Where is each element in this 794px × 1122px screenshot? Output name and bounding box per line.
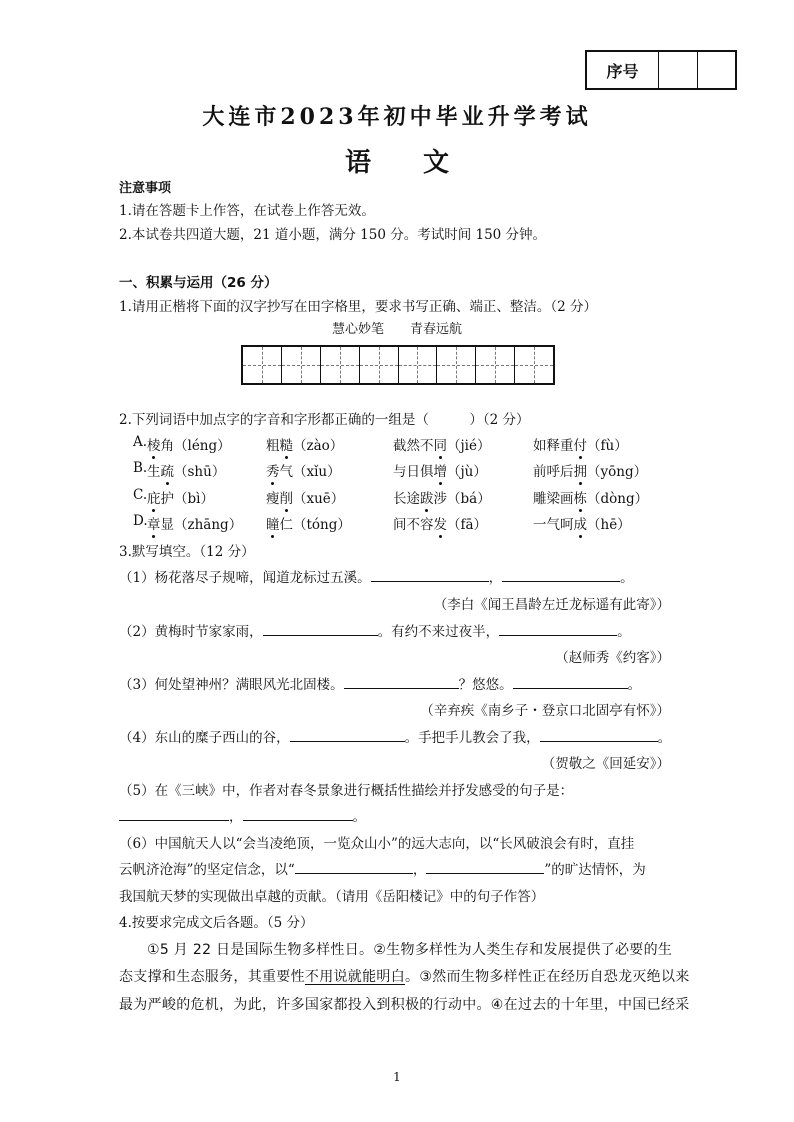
dictation-line: 我国航天梦的实现做出卓越的贡献。（请用《岳阳楼记》中的句子作答） <box>119 889 545 905</box>
source-citation: （赵师秀《约客》） <box>555 650 670 666</box>
option-item: 秀气（xǐu） <box>266 464 341 480</box>
dictation-line: （1）杨花落尽子规啼，闻道龙标过五溪。 ， 。 <box>119 570 634 586</box>
copy-phrase: 慧心妙笔 青春远航 <box>331 322 462 337</box>
answer-blank[interactable] <box>119 808 229 821</box>
source-citation: （贺敬之《回延安》） <box>541 756 670 772</box>
answer-blank[interactable] <box>502 569 620 582</box>
option-item: 截然不同（jié） <box>393 438 491 454</box>
dictation-line: （5）在《三峡》中，作者对春冬景象进行概括性描绘并抒发感受的句子是： <box>119 783 574 799</box>
option-item: 瞳仁（tóng） <box>266 517 351 533</box>
dictation-line: ， 。 <box>119 805 366 825</box>
option-item: 一气呵成（hē） <box>533 517 631 533</box>
option-item: 雕梁画栋（dòng） <box>533 491 649 507</box>
dictation-line: （3）何处望神州？满眼风光北固楼。 ？悠悠。 。 <box>119 677 642 693</box>
answer-blank[interactable] <box>371 569 489 582</box>
passage-line: ①5 月 22 日是国际生物多样性日。②生物多样性为人类生存和发展提供了必要的生 <box>147 942 673 958</box>
source-citation: （辛弃疾《南乡子・登京口北固亭有怀》） <box>420 703 670 719</box>
option-item: 瘦削（xuē） <box>266 491 345 507</box>
underlined-phrase: 不用说就能明白 <box>304 969 406 985</box>
option-item: 棱角（léng） <box>147 438 231 454</box>
answer-blank[interactable] <box>243 808 353 821</box>
grid-cell[interactable] <box>399 347 438 383</box>
grid-cell[interactable] <box>282 347 321 383</box>
grid-cell[interactable] <box>515 347 553 383</box>
subject-title: 语 文 <box>344 148 449 178</box>
option-item: 间不容发（fā） <box>393 517 488 533</box>
option-item: 章显（zhāng） <box>147 517 243 533</box>
grid-cell[interactable] <box>476 347 515 383</box>
option-label: C. <box>133 487 148 503</box>
serial-label: 序号 <box>587 52 659 88</box>
notice-item: 2.本试卷共四道大题，21 道小题，满分 150 分。考试时间 150 分钟。 <box>119 227 547 243</box>
answer-blank[interactable] <box>426 861 544 874</box>
option-item: 长途跋涉（bá） <box>393 491 491 507</box>
grid-cell[interactable] <box>243 347 282 383</box>
option-item: 与日俱增（jù） <box>393 464 487 480</box>
dictation-line: （4）东山的糜子西山的谷， 。手把手儿教会了我， 。 <box>119 730 672 746</box>
page-number: 1 <box>393 1070 401 1084</box>
answer-blank[interactable] <box>344 676 459 689</box>
dictation-line: 云帆济沧海”的坚定信念，以“ ， ”的旷达情怀，为 <box>119 862 646 878</box>
option-item: 前呼后拥（yōng） <box>533 464 648 480</box>
question-2: 2.下列词语中加点字的字音和字形都正确的一组是（ ）（2 分） <box>119 412 530 428</box>
serial-cell[interactable] <box>698 52 735 88</box>
answer-blank[interactable] <box>540 729 658 742</box>
grid-cell[interactable] <box>321 347 360 383</box>
answer-blank[interactable] <box>290 729 405 742</box>
answer-blank[interactable] <box>263 623 378 636</box>
option-item: 生疏（shū） <box>147 464 226 480</box>
exam-title: 大连市2023年初中毕业升学考试 <box>202 104 592 130</box>
passage-line: 态支撑和生态服务，其重要性不用说就能明白。③然而生物多样性正在经历自恐龙灭绝以来 <box>119 969 690 985</box>
dictation-line: （6）中国航天人以“会当凌绝顶，一览众山小”的远大志向，以“长风破浪会有时，直挂 <box>119 836 635 852</box>
option-label: D. <box>133 513 148 529</box>
notice-item: 1.请在答题卡上作答，在试卷上作答无效。 <box>119 203 375 219</box>
option-label: B. <box>133 460 148 476</box>
option-item: 如释重付（fù） <box>533 438 628 454</box>
serial-number-box <box>585 50 737 90</box>
question-1: 1.请用正楷将下面的汉字抄写在田字格里，要求书写正确、端正、整洁。（2 分） <box>119 299 598 315</box>
grid-cell[interactable] <box>360 347 399 383</box>
tianzi-grid[interactable] <box>241 345 555 385</box>
option-item: 粗糙（zào） <box>266 438 344 454</box>
passage-line: 最为严峻的危机，为此，许多国家都投入到积极的行动中。④在过去的十年里，中国已经采 <box>119 997 690 1013</box>
question-4: 4.按要求完成文后各题。（5 分） <box>119 915 314 931</box>
question-3: 3.默写填空。（12 分） <box>119 544 255 560</box>
option-label: A. <box>133 434 148 450</box>
option-item: 庇护（bì） <box>147 491 214 507</box>
answer-blank[interactable] <box>295 861 413 874</box>
source-citation: （李白《闻王昌龄左迁龙标遥有此寄》） <box>433 597 670 613</box>
answer-blank[interactable] <box>499 623 617 636</box>
answer-blank[interactable] <box>513 676 628 689</box>
section-heading: 一、积累与运用（26 分） <box>119 275 278 291</box>
notice-heading: 注意事项 <box>119 181 172 196</box>
serial-cell[interactable] <box>659 52 697 88</box>
dictation-line: （2）黄梅时节家家雨， 。有约不来过夜半， 。 <box>119 624 631 640</box>
grid-cell[interactable] <box>437 347 476 383</box>
